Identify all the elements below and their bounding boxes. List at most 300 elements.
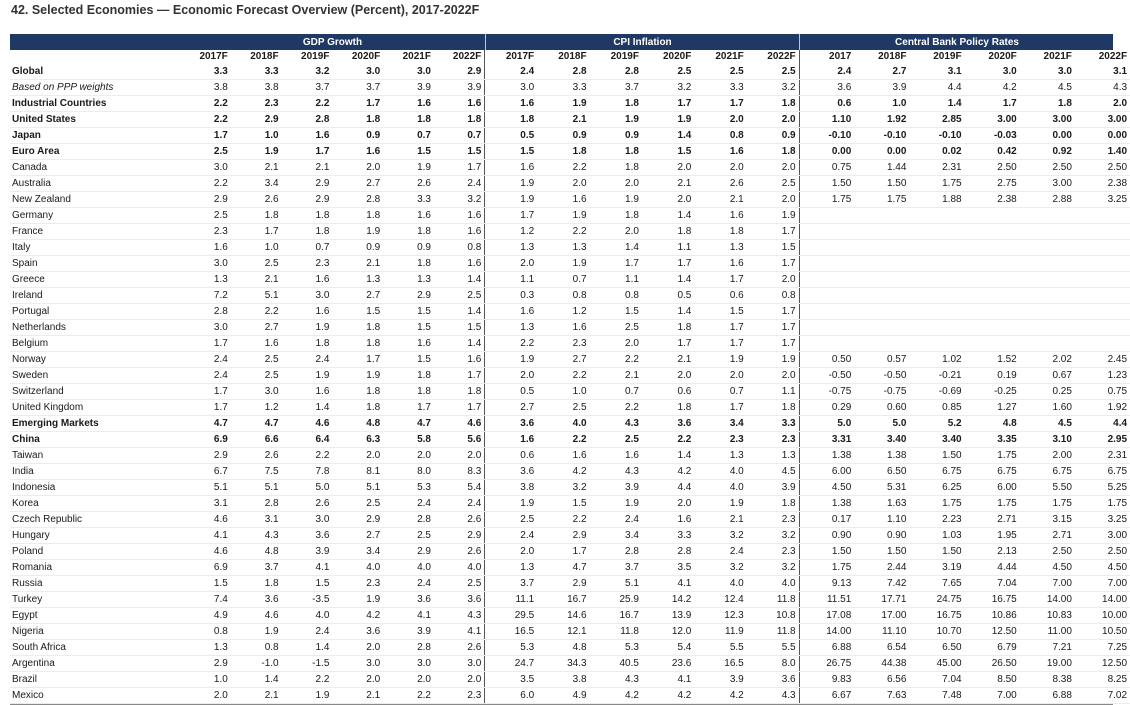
gdp-cell: 2.1: [231, 272, 282, 288]
gdp-cell: 1.5: [383, 320, 434, 336]
cpi-cell: 2.2: [590, 400, 642, 416]
rate-cell: [1075, 208, 1130, 224]
rate-cell: 1.52: [965, 352, 1020, 368]
gdp-cell: 4.0: [383, 560, 434, 576]
group-header-gdp: GDP Growth: [302, 37, 363, 48]
row-label: Korea: [10, 496, 180, 512]
gdp-cell: 2.4: [383, 496, 434, 512]
gdp-cell: 2.9: [434, 528, 485, 544]
gdp-cell: 1.8: [282, 224, 333, 240]
gdp-cell: 1.6: [383, 96, 434, 112]
gdp-cell: 6.9: [180, 560, 231, 576]
rate-cell: 0.60: [854, 400, 909, 416]
gdp-cell: 2.3: [434, 688, 485, 704]
cpi-cell: 1.7: [590, 256, 642, 272]
rate-cell: 17.71: [854, 592, 909, 608]
cpi-cell: 2.4: [590, 512, 642, 528]
gdp-cell: 3.0: [282, 512, 333, 528]
table-row: [10, 608, 1130, 624]
gdp-cell: 4.6: [180, 512, 231, 528]
cpi-cell: 1.9: [485, 176, 537, 192]
rate-cell: 1.75: [909, 496, 964, 512]
rate-cell: 7.04: [909, 672, 964, 688]
cpi-cell: 8.0: [747, 656, 799, 672]
cpi-cell: 1.2: [485, 224, 537, 240]
cpi-cell: 1.9: [537, 96, 589, 112]
rate-cell: 4.4: [909, 80, 964, 96]
gdp-cell: 1.5: [383, 144, 434, 160]
rate-cell: 1.75: [1075, 496, 1130, 512]
rate-cell: 10.00: [1075, 608, 1130, 624]
cpi-cell: 2.2: [642, 432, 694, 448]
rate-cell: -0.69: [909, 384, 964, 400]
row-label: United Kingdom: [10, 400, 180, 416]
gdp-cell: 0.8: [180, 624, 231, 640]
row-label: Based on PPP weights: [10, 80, 180, 96]
gdp-cell: 8.0: [383, 464, 434, 480]
rate-cell: 2.50: [965, 160, 1020, 176]
cpi-cell: 2.8: [590, 544, 642, 560]
rate-cell: 7.48: [909, 688, 964, 704]
rate-cell: [799, 224, 854, 240]
gdp-cell: 1.6: [434, 352, 485, 368]
gdp-cell: 3.0: [231, 384, 282, 400]
gdp-cell: 3.3: [231, 64, 282, 80]
table-row: [10, 240, 1130, 256]
gdp-cell: 1.4: [231, 672, 282, 688]
cpi-cell: 1.9: [590, 112, 642, 128]
rate-cell: 16.75: [965, 592, 1020, 608]
cpi-cell: 4.2: [537, 464, 589, 480]
gdp-cell: 2.1: [332, 688, 383, 704]
gdp-cell: 1.4: [434, 304, 485, 320]
table-row: [10, 400, 1130, 416]
rate-cell: [854, 320, 909, 336]
rate-cell: -0.75: [799, 384, 854, 400]
gdp-cell: 3.0: [332, 656, 383, 672]
row-label: Turkey: [10, 592, 180, 608]
rate-cell: 8.38: [1020, 672, 1075, 688]
gdp-cell: 6.3: [332, 432, 383, 448]
cpi-cell: 1.3: [694, 240, 746, 256]
gdp-cell: 1.5: [383, 304, 434, 320]
rate-cell: 16.75: [909, 608, 964, 624]
rate-cell: 6.67: [799, 688, 854, 704]
rate-cell: [799, 320, 854, 336]
rate-cell: 2.85: [909, 112, 964, 128]
cpi-cell: 2.1: [642, 352, 694, 368]
rate-cell: -0.10: [799, 128, 854, 144]
gdp-cell: 3.9: [383, 624, 434, 640]
gdp-cell: 1.3: [180, 640, 231, 656]
cpi-cell: 24.7: [485, 656, 537, 672]
cpi-cell: 1.5: [642, 144, 694, 160]
gdp-cell: 4.0: [434, 560, 485, 576]
gdp-cell: 4.6: [180, 544, 231, 560]
cpi-cell: 1.7: [694, 320, 746, 336]
rate-cell: 26.75: [799, 656, 854, 672]
cpi-cell: 3.7: [590, 80, 642, 96]
gdp-cell: 1.4: [434, 272, 485, 288]
rate-cell: 1.88: [909, 192, 964, 208]
column-header-cpi: 2020F: [662, 51, 692, 62]
cpi-cell: 2.4: [694, 544, 746, 560]
row-label: Germany: [10, 208, 180, 224]
cpi-cell: 0.9: [590, 128, 642, 144]
cpi-cell: 2.0: [694, 368, 746, 384]
gdp-cell: 1.7: [434, 368, 485, 384]
gdp-cell: 1.0: [231, 240, 282, 256]
cpi-cell: 1.1: [590, 272, 642, 288]
rate-cell: -0.10: [854, 128, 909, 144]
cpi-cell: 2.3: [694, 432, 746, 448]
rate-cell: 3.0: [1020, 64, 1075, 80]
rate-cell: 1.50: [854, 176, 909, 192]
rate-cell: 7.21: [1020, 640, 1075, 656]
gdp-cell: 5.1: [231, 288, 282, 304]
cpi-cell: 4.1: [642, 672, 694, 688]
rate-cell: 5.31: [854, 480, 909, 496]
rate-cell: [854, 288, 909, 304]
cpi-cell: 4.1: [642, 576, 694, 592]
gdp-cell: 1.7: [180, 400, 231, 416]
cpi-cell: 3.3: [537, 80, 589, 96]
rate-cell: 6.79: [965, 640, 1020, 656]
gdp-cell: 2.9: [231, 112, 282, 128]
table-row: [10, 496, 1130, 512]
cpi-cell: 0.5: [642, 288, 694, 304]
gdp-cell: 3.2: [434, 192, 485, 208]
rate-cell: 0.00: [799, 144, 854, 160]
cpi-cell: 2.0: [590, 336, 642, 352]
cpi-cell: 2.2: [537, 224, 589, 240]
gdp-cell: 2.5: [383, 528, 434, 544]
cpi-cell: 14.2: [642, 592, 694, 608]
rate-cell: [1020, 240, 1075, 256]
cpi-cell: 3.3: [694, 80, 746, 96]
table-row: [10, 512, 1130, 528]
cpi-cell: 2.3: [747, 512, 799, 528]
table-row: [10, 528, 1130, 544]
forecast-table-container: [10, 34, 1128, 705]
column-header-gdp: 2020F: [351, 51, 381, 62]
row-label: Portugal: [10, 304, 180, 320]
cpi-cell: 0.7: [590, 384, 642, 400]
cpi-cell: 2.0: [485, 368, 537, 384]
gdp-cell: 1.6: [282, 384, 333, 400]
gdp-cell: 2.0: [180, 688, 231, 704]
cpi-cell: 4.8: [537, 640, 589, 656]
cpi-cell: 1.8: [747, 400, 799, 416]
cpi-cell: 1.9: [485, 192, 537, 208]
rate-cell: 3.40: [909, 432, 964, 448]
gdp-cell: 1.6: [383, 208, 434, 224]
gdp-cell: 4.9: [180, 608, 231, 624]
rate-cell: 1.27: [965, 400, 1020, 416]
group-header-cpi: CPI Inflation: [485, 34, 799, 50]
gdp-cell: 2.0: [434, 448, 485, 464]
rate-cell: 7.00: [965, 688, 1020, 704]
rate-cell: 9.13: [799, 576, 854, 592]
gdp-cell: 4.1: [383, 608, 434, 624]
gdp-cell: -1.0: [231, 656, 282, 672]
rate-cell: 3.31: [799, 432, 854, 448]
rate-cell: 0.25: [1020, 384, 1075, 400]
cpi-cell: 2.5: [590, 432, 642, 448]
cpi-cell: 4.4: [642, 480, 694, 496]
cpi-cell: 2.0: [485, 256, 537, 272]
cpi-cell: 0.7: [537, 272, 589, 288]
cpi-cell: 1.6: [694, 144, 746, 160]
cpi-cell: 1.5: [590, 304, 642, 320]
gdp-cell: 3.6: [332, 624, 383, 640]
gdp-cell: 2.8: [282, 112, 333, 128]
cpi-cell: 1.9: [537, 208, 589, 224]
row-label: Australia: [10, 176, 180, 192]
cpi-cell: 1.6: [590, 448, 642, 464]
rate-cell: 2.50: [1075, 544, 1130, 560]
gdp-cell: 4.8: [231, 544, 282, 560]
rate-cell: 6.75: [965, 464, 1020, 480]
gdp-cell: 2.6: [434, 640, 485, 656]
rate-cell: [1020, 272, 1075, 288]
gdp-cell: 1.5: [434, 144, 485, 160]
cpi-cell: 1.4: [590, 240, 642, 256]
gdp-cell: 3.2: [282, 64, 333, 80]
rate-cell: 0.6: [799, 96, 854, 112]
row-label: Spain: [10, 256, 180, 272]
rate-cell: 0.75: [799, 160, 854, 176]
rate-cell: 1.75: [854, 192, 909, 208]
rate-cell: 4.4: [1075, 416, 1130, 432]
gdp-cell: 1.6: [434, 96, 485, 112]
rate-cell: 7.02: [1075, 688, 1130, 704]
rate-cell: 0.67: [1020, 368, 1075, 384]
gdp-cell: 1.2: [231, 400, 282, 416]
gdp-cell: 7.2: [180, 288, 231, 304]
rate-cell: [965, 224, 1020, 240]
rate-cell: [1075, 272, 1130, 288]
rate-cell: 3.25: [1075, 192, 1130, 208]
rate-cell: 3.1: [1075, 64, 1130, 80]
gdp-cell: 2.4: [282, 352, 333, 368]
rate-cell: [799, 304, 854, 320]
rate-cell: 1.7: [965, 96, 1020, 112]
rate-cell: 0.17: [799, 512, 854, 528]
rate-cell: 2.95: [1075, 432, 1130, 448]
cpi-cell: 2.4: [485, 528, 537, 544]
rate-cell: 6.75: [909, 464, 964, 480]
gdp-cell: 1.6: [383, 336, 434, 352]
cpi-cell: 2.5: [747, 64, 799, 80]
rate-cell: 0.00: [1020, 128, 1075, 144]
rate-cell: 2.71: [1020, 528, 1075, 544]
column-header-rates: 2019F: [933, 51, 962, 62]
rate-cell: 5.25: [1075, 480, 1130, 496]
gdp-cell: 1.9: [383, 160, 434, 176]
rate-cell: -0.10: [909, 128, 964, 144]
cpi-cell: 3.9: [747, 480, 799, 496]
table-row: [10, 144, 1130, 160]
cpi-cell: 1.9: [590, 496, 642, 512]
rate-cell: 1.38: [799, 448, 854, 464]
gdp-cell: 3.3: [180, 64, 231, 80]
rate-cell: 10.86: [965, 608, 1020, 624]
gdp-cell: 1.7: [383, 400, 434, 416]
gdp-cell: 3.7: [282, 80, 333, 96]
gdp-cell: 1.6: [180, 240, 231, 256]
rate-cell: 10.70: [909, 624, 964, 640]
cpi-cell: 6.0: [485, 688, 537, 704]
table-row: [10, 688, 1130, 704]
cpi-cell: 2.2: [537, 512, 589, 528]
gdp-cell: 1.7: [332, 352, 383, 368]
cpi-cell: 4.2: [590, 688, 642, 704]
cpi-cell: 1.8: [590, 160, 642, 176]
rate-cell: 2.0: [1075, 96, 1130, 112]
cpi-cell: 3.2: [747, 528, 799, 544]
cpi-cell: 1.4: [642, 128, 694, 144]
rate-cell: 1.75: [965, 496, 1020, 512]
row-label: France: [10, 224, 180, 240]
gdp-cell: 2.2: [180, 112, 231, 128]
gdp-cell: 4.3: [434, 608, 485, 624]
gdp-cell: 2.8: [332, 192, 383, 208]
gdp-cell: 2.1: [282, 160, 333, 176]
cpi-cell: 1.4: [642, 272, 694, 288]
rate-cell: [965, 256, 1020, 272]
rate-cell: 17.00: [854, 608, 909, 624]
cpi-cell: 2.5: [642, 64, 694, 80]
table-row: [10, 176, 1130, 192]
cpi-cell: 4.0: [537, 416, 589, 432]
table-row: [10, 576, 1130, 592]
gdp-cell: 6.9: [180, 432, 231, 448]
rate-cell: 12.50: [965, 624, 1020, 640]
cpi-cell: 1.3: [747, 448, 799, 464]
gdp-cell: 2.0: [383, 672, 434, 688]
rate-cell: 0.50: [799, 352, 854, 368]
rate-cell: [854, 304, 909, 320]
rate-cell: 3.00: [1075, 112, 1130, 128]
gdp-cell: 1.9: [332, 368, 383, 384]
row-label: Italy: [10, 240, 180, 256]
rate-cell: 6.88: [1020, 688, 1075, 704]
rate-cell: [909, 224, 964, 240]
cpi-cell: 0.8: [590, 288, 642, 304]
gdp-cell: 1.6: [231, 336, 282, 352]
table-row: [10, 112, 1130, 128]
gdp-cell: 1.8: [332, 112, 383, 128]
rate-cell: 5.50: [1020, 480, 1075, 496]
row-label: Hungary: [10, 528, 180, 544]
gdp-cell: 1.8: [332, 400, 383, 416]
column-header-rates: 2018F: [878, 51, 907, 62]
gdp-cell: 1.8: [332, 320, 383, 336]
cpi-cell: 1.8: [537, 144, 589, 160]
cpi-cell: 1.7: [694, 96, 746, 112]
column-header-blank: [10, 50, 180, 64]
rate-cell: 0.57: [854, 352, 909, 368]
gdp-cell: 3.1: [180, 496, 231, 512]
gdp-cell: 2.9: [434, 64, 485, 80]
cpi-cell: 2.0: [642, 192, 694, 208]
gdp-cell: 5.4: [434, 480, 485, 496]
cpi-cell: 25.9: [590, 592, 642, 608]
gdp-cell: 2.4: [282, 624, 333, 640]
cpi-cell: 2.9: [537, 528, 589, 544]
gdp-cell: 7.5: [231, 464, 282, 480]
rate-cell: [909, 288, 964, 304]
gdp-cell: 2.3: [180, 224, 231, 240]
column-header-rates: 2021F: [1043, 51, 1072, 62]
cpi-cell: 1.5: [537, 496, 589, 512]
table-row: [10, 352, 1130, 368]
gdp-cell: 8.3: [434, 464, 485, 480]
rate-cell: [965, 240, 1020, 256]
cpi-cell: 1.9: [694, 352, 746, 368]
column-header-cpi: 2021F: [715, 51, 744, 62]
gdp-cell: 2.9: [383, 544, 434, 560]
table-row: [10, 640, 1130, 656]
cpi-cell: 2.5: [694, 64, 746, 80]
row-label: Japan: [10, 128, 180, 144]
gdp-cell: 1.8: [332, 208, 383, 224]
table-row: [10, 384, 1130, 400]
cpi-cell: 1.8: [694, 224, 746, 240]
rate-cell: 1.40: [1075, 144, 1130, 160]
cpi-cell: 10.8: [747, 608, 799, 624]
gdp-cell: 2.7: [332, 288, 383, 304]
cpi-cell: 2.1: [590, 368, 642, 384]
row-label: Canada: [10, 160, 180, 176]
cpi-cell: 1.7: [485, 208, 537, 224]
gdp-cell: 2.0: [434, 672, 485, 688]
column-header-cpi: 2017F: [505, 51, 535, 62]
rate-cell: 3.15: [1020, 512, 1075, 528]
table-row: [10, 192, 1130, 208]
cpi-cell: 16.7: [590, 608, 642, 624]
table-row: [10, 96, 1130, 112]
gdp-cell: 1.6: [282, 272, 333, 288]
cpi-cell: 1.8: [747, 96, 799, 112]
gdp-cell: 0.8: [434, 240, 485, 256]
column-header-row: [10, 50, 1130, 64]
gdp-cell: 5.6: [434, 432, 485, 448]
cpi-cell: 34.3: [537, 656, 589, 672]
rate-cell: 12.50: [1075, 656, 1130, 672]
cpi-cell: 1.6: [485, 160, 537, 176]
cpi-cell: 1.7: [747, 304, 799, 320]
gdp-cell: 5.1: [231, 480, 282, 496]
rate-cell: 1.4: [909, 96, 964, 112]
gdp-cell: 3.0: [383, 64, 434, 80]
rate-cell: 2.23: [909, 512, 964, 528]
cpi-cell: 2.0: [537, 176, 589, 192]
rate-cell: 3.00: [1075, 528, 1130, 544]
rate-cell: [854, 336, 909, 352]
cpi-cell: 1.6: [537, 192, 589, 208]
rate-cell: [854, 256, 909, 272]
gdp-cell: 4.8: [332, 416, 383, 432]
cpi-cell: 1.7: [642, 96, 694, 112]
table-row: [10, 432, 1130, 448]
gdp-cell: 3.7: [231, 560, 282, 576]
gdp-cell: 1.4: [282, 400, 333, 416]
table-row: [10, 288, 1130, 304]
cpi-cell: 1.6: [694, 208, 746, 224]
rate-cell: [1020, 256, 1075, 272]
